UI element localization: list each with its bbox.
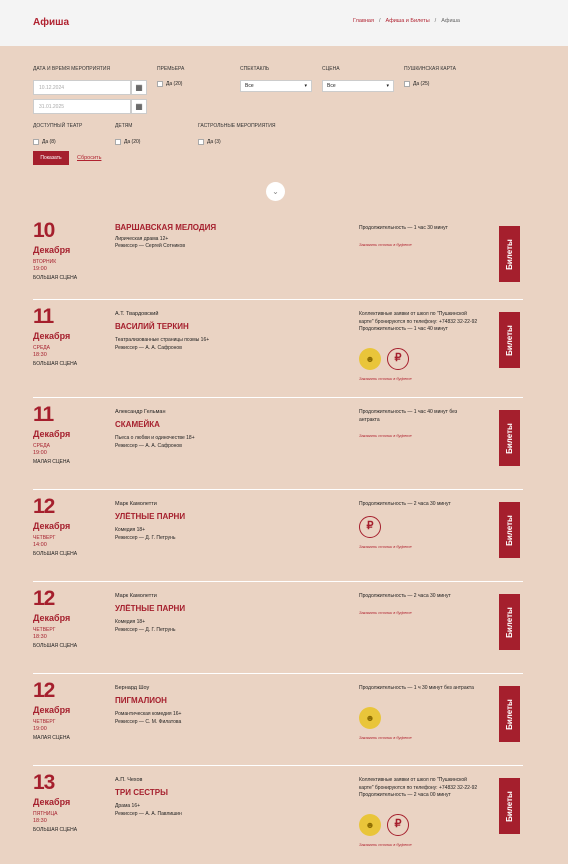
accessible-checkbox[interactable]: [33, 139, 56, 145]
cafe-link[interactable]: Заказать столик в буфете: [359, 433, 412, 438]
tickets-button[interactable]: [499, 594, 520, 650]
event-genre: Комедия 18+: [115, 527, 146, 533]
event-director: Режиссер — Д. Г. Петрунь: [115, 535, 176, 541]
date-to-input[interactable]: 31.01.2025: [33, 99, 131, 114]
event-day: 12: [33, 587, 55, 610]
stage-filter-label: СЦЕНА: [322, 66, 340, 72]
event-director: Режиссер — А. А. Сафронов: [115, 443, 182, 449]
event-info: Продолжительность — 2 часа 30 минут: [359, 593, 451, 599]
event-month: Декабря: [33, 613, 71, 623]
event-title[interactable]: ТРИ СЕСТРЫ: [115, 788, 168, 797]
event-row: [33, 673, 523, 764]
event-info: Продолжительность — 1 час 30 минут: [359, 225, 448, 231]
event-stage: МАЛАЯ СЦЕНА: [33, 459, 70, 465]
calendar-icon[interactable]: ▦: [131, 99, 147, 114]
event-title[interactable]: УЛЁТНЫЕ ПАРНИ: [115, 512, 186, 521]
event-genre: Лирическая драма 12+: [115, 236, 169, 242]
premiere-checkbox[interactable]: [157, 81, 182, 87]
event-row: [33, 397, 523, 488]
pushkin-checkbox-label: Да (25): [413, 81, 430, 87]
event-director: Режиссер — Д. Г. Петрунь: [115, 627, 176, 633]
kids-filter-label: ДЕТЯМ: [115, 123, 133, 129]
event-author: А.Т. Твардовский: [115, 311, 159, 317]
tickets-button-label: Билеты: [505, 790, 514, 822]
chevron-down-icon: ▾: [386, 83, 389, 89]
event-row: [33, 765, 523, 861]
premiere-checkbox-label: Да (20): [166, 81, 183, 87]
event-row: [33, 299, 523, 396]
ruble-icon: ₽: [359, 516, 381, 538]
event-stage: БОЛЬШАЯ СЦЕНА: [33, 643, 78, 649]
breadcrumb: [353, 18, 460, 24]
tickets-button-label: Билеты: [505, 514, 514, 546]
page-header: [0, 0, 568, 46]
event-genre: Романтическая комедия 16+: [115, 711, 182, 717]
breadcrumb-current: Афиша: [441, 18, 460, 24]
event-weekday: СРЕДА: [33, 345, 51, 351]
event-genre: Драма 16+: [115, 803, 141, 809]
tour-filter-label: ГАСТРОЛЬНЫЕ МЕРОПРИЯТИЯ: [198, 123, 276, 129]
event-stage: БОЛЬШАЯ СЦЕНА: [33, 827, 78, 833]
breadcrumb-separator: /: [378, 18, 381, 24]
event-weekday: ЧЕТВЕРГ: [33, 627, 56, 633]
tour-checkbox-label: Да (3): [207, 139, 221, 145]
event-info: Продолжительность — 1 час 40 минут без антракта: [359, 409, 458, 423]
accessible-checkbox-label: Да (8): [42, 139, 56, 145]
event-title[interactable]: УЛЁТНЫЕ ПАРНИ: [115, 604, 186, 613]
kids-checkbox[interactable]: [115, 139, 140, 145]
cafe-link[interactable]: Заказать столик в буфете: [359, 842, 412, 847]
premiere-filter-label: ПРЕМЬЕРА: [157, 66, 185, 72]
event-director: Режиссер — Сергей Сотников: [115, 243, 185, 249]
spectacle-filter-label: СПЕКТАКЛЬ: [240, 66, 270, 72]
spectacle-select[interactable]: [240, 80, 312, 92]
event-title[interactable]: ВАРШАВСКАЯ МЕЛОДИЯ: [115, 223, 217, 232]
event-day: 12: [33, 495, 55, 518]
cafe-link[interactable]: Заказать столик в буфете: [359, 241, 412, 247]
spectacle-select-value: Все: [245, 83, 254, 89]
calendar-icon[interactable]: ▦: [131, 80, 147, 95]
event-month: Декабря: [33, 705, 71, 715]
event-director: Режиссер — С. М. Филатова: [115, 719, 182, 725]
event-title[interactable]: СКАМЕЙКА: [115, 420, 160, 429]
checkbox-box[interactable]: [198, 139, 204, 145]
date-from-input[interactable]: 10.12.2024: [33, 80, 131, 95]
chevron-down-icon: ▾: [304, 83, 307, 89]
event-time: 18:30: [33, 352, 47, 358]
event-weekday: ВТОРНИК: [33, 259, 57, 265]
event-row: [33, 214, 523, 298]
event-genre: Театрализованные страницы поэмы 16+: [115, 337, 210, 343]
breadcrumb-separator: /: [434, 18, 437, 24]
cafe-link[interactable]: Заказать столик в буфете: [359, 376, 412, 381]
event-stage: МАЛАЯ СЦЕНА: [33, 735, 70, 741]
event-month: Декабря: [33, 521, 71, 531]
tickets-button-label: Билеты: [505, 238, 514, 270]
event-weekday: ПЯТНИЦА: [33, 811, 58, 817]
checkbox-box[interactable]: [157, 81, 163, 87]
event-row: [33, 489, 523, 580]
event-stage: БОЛЬШАЯ СЦЕНА: [33, 551, 78, 557]
event-day: 13: [33, 771, 55, 794]
tickets-button[interactable]: [499, 226, 520, 282]
event-day: 10: [33, 219, 55, 242]
event-weekday: ЧЕТВЕРГ: [33, 535, 56, 541]
event-time: 14:00: [33, 542, 47, 548]
cafe-link[interactable]: Заказать столик в буфете: [359, 609, 412, 615]
event-weekday: СРЕДА: [33, 443, 51, 449]
tickets-button-label: Билеты: [505, 698, 514, 730]
event-author: Марк Камолетти: [115, 501, 157, 507]
event-time: 19:00: [33, 450, 47, 456]
event-stage: БОЛЬШАЯ СЦЕНА: [33, 275, 78, 281]
show-button[interactable]: Показать: [33, 151, 69, 165]
page-title: Афиша: [33, 17, 70, 28]
event-author: Бернард Шоу: [115, 685, 150, 691]
event-row: [33, 581, 523, 672]
event-info: Продолжительность — 1 ч 30 минут без антракта: [359, 685, 474, 691]
checkbox-box[interactable]: [404, 81, 410, 87]
event-time: 19:00: [33, 726, 47, 732]
event-time: 18:30: [33, 634, 47, 640]
event-info: Коллективные заявки от школ по "Пушкинской карте" бронируются по телефону: +74832 32-22-92 Продолжительность — 1 час 40 минут: [359, 311, 478, 332]
tickets-button-label: Билеты: [505, 422, 514, 454]
ruble-icon: ₽: [387, 814, 409, 836]
tickets-button-label: Билеты: [505, 324, 514, 356]
event-author: А.П. Чехов: [115, 777, 143, 783]
pushkin-card-icon: ☻: [359, 814, 381, 836]
event-director: Режиссер — А. А. Павлишин: [115, 811, 182, 817]
tickets-button[interactable]: [499, 502, 520, 558]
event-month: Декабря: [33, 245, 71, 255]
event-time: 19:00: [33, 266, 47, 272]
cafe-link[interactable]: Заказать столик в буфете: [359, 543, 412, 549]
event-month: Декабря: [33, 797, 71, 807]
event-info: Продолжительность — 2 часа 30 минут: [359, 501, 451, 507]
event-day: 11: [33, 305, 54, 328]
breadcrumb-tickets[interactable]: Афиша и Билеты: [385, 18, 430, 24]
pushkin-card-icon: ☻: [359, 707, 381, 729]
stage-select[interactable]: [322, 80, 394, 92]
reset-link[interactable]: Сбросить: [77, 155, 102, 161]
accessible-filter-label: ДОСТУПНЫЙ ТЕАТР: [33, 123, 83, 129]
event-director: Режиссер — А. А. Сафронов: [115, 345, 182, 351]
kids-checkbox-label: Да (20): [124, 139, 141, 145]
pushkin-card-icon: ☻: [359, 348, 381, 370]
event-author: Александр Гельман: [115, 409, 166, 415]
event-month: Декабря: [33, 331, 71, 341]
event-genre: Комедия 18+: [115, 619, 146, 625]
event-author: Марк Камолетти: [115, 593, 157, 599]
checkbox-box[interactable]: [33, 139, 39, 145]
event-weekday: ЧЕТВЕРГ: [33, 719, 56, 725]
event-stage: БОЛЬШАЯ СЦЕНА: [33, 361, 78, 367]
stage-select-value: Все: [327, 83, 336, 89]
event-day: 11: [33, 403, 54, 426]
ruble-icon: ₽: [387, 348, 409, 370]
tickets-button-label: Билеты: [505, 606, 514, 638]
tickets-button[interactable]: [499, 778, 520, 834]
cafe-link[interactable]: Заказать столик в буфете: [359, 735, 412, 740]
tour-checkbox[interactable]: [198, 139, 221, 145]
pushkin-checkbox[interactable]: [404, 81, 429, 87]
tickets-button[interactable]: [499, 312, 520, 368]
date-filter-label: ДАТА И ВРЕМЯ МЕРОПРИЯТИЯ: [33, 66, 111, 72]
event-info: Коллективные заявки от школ по "Пушкинской карте" бронируются по телефону: +74832 32-22-92 Продолжительность — 2 часа 00 минут: [359, 777, 478, 798]
chevron-down-icon[interactable]: ⌄: [266, 182, 285, 201]
event-title[interactable]: ВАСИЛИЙ ТЕРКИН: [115, 322, 189, 331]
tickets-button[interactable]: [499, 410, 520, 466]
breadcrumb-home[interactable]: Главная: [353, 18, 374, 24]
event-title[interactable]: ПИГМАЛИОН: [115, 696, 167, 705]
checkbox-box[interactable]: [115, 139, 121, 145]
event-month: Декабря: [33, 429, 71, 439]
event-time: 18:30: [33, 818, 47, 824]
pushkin-filter-label: ПУШКИНСКАЯ КАРТА: [404, 66, 456, 72]
event-genre: Пьеса о любви и одиночестве 18+: [115, 435, 195, 441]
tickets-button[interactable]: [499, 686, 520, 742]
event-day: 12: [33, 679, 55, 702]
